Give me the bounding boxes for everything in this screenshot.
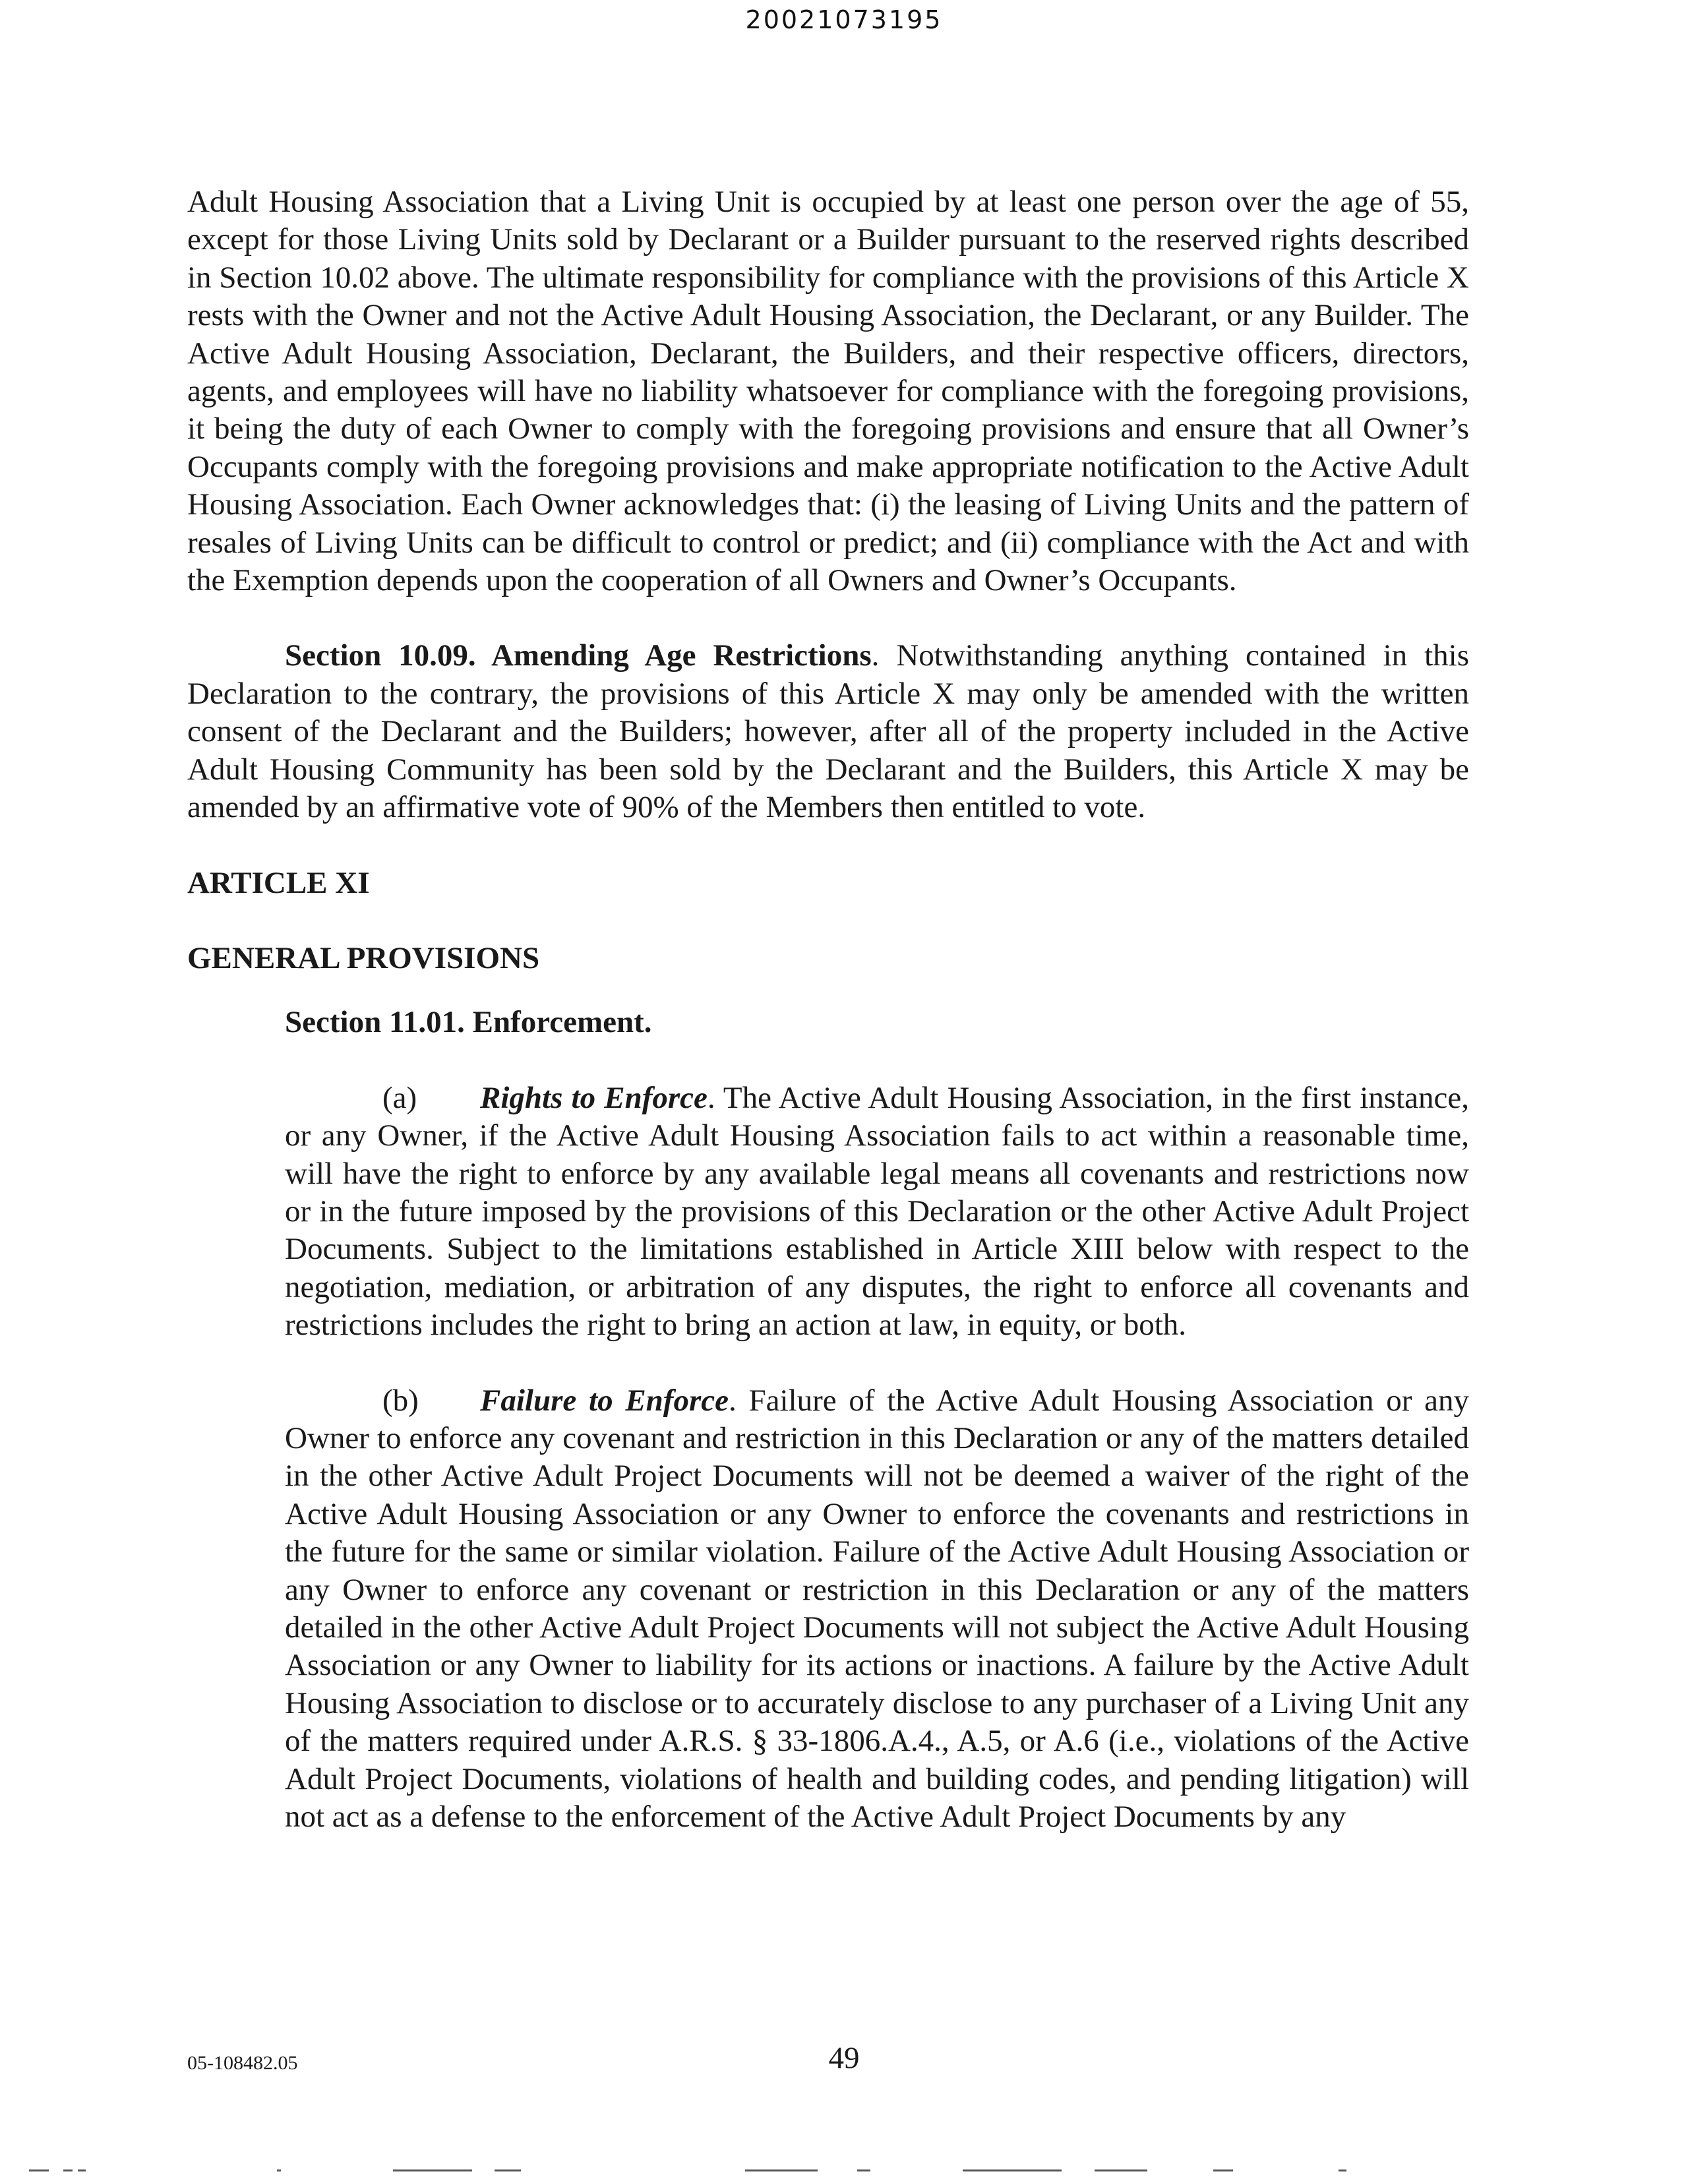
subsection-a-text: . The Active Adult Housing Association, in the first instance, or any Owner, if the Active Adult Housing Association fails to act within a reasonable time, will have the right to enforce by any available legal means all covenants and restrictions now or in the future imposed by the provisions of this Declaration or the other Active Adult Project Documents. Subject to the limitations established in Article XIII below with respect to the negotiation, mediation, or arbitration of any disputes, the right to enforce all covenants and restrictions includes the right to bring an action at law, in equity, or both. [285,1080,1469,1343]
subsection-b-title: Failure to Enforce [480,1383,729,1418]
article-title: GENERAL PROVISIONS [187,940,540,975]
subsection-b-text: . Failure of the Active Adult Housing Association or any Owner to enforce any covenant and restriction in this Declaration or any of the matters detailed in the other Active Adult Project Documents will not be deemed a waiver of the right of the Active Adult Housing Association or any Owner to enforce the covenants and restrictions in the future for the same or similar violation. Failure of the Active Adult Housing Association or any Owner to enforce any covenant or restriction in this Declaration or any of the matters detailed in the other Active Adult Project Documents will not subject the Active Adult Housing Association or any Owner to liability for its actions or inactions. A failure by the Active Adult Housing Association to disclose or to accurately disclose to any purchaser of a Living Unit any of the matters required under A.R.S. § 33-1806.A.4., A.5, or A.6 (i.e., violations of the Active Adult Project Documents, violations of health and building codes, and pending litigation) will not act as a defense to the enforcement of the Active Adult Project Documents by any [285,1383,1470,1835]
section-10-09-paragraph [187,637,1469,826]
page-number: 49 [828,2041,860,2075]
continuation-paragraph: Adult Housing Association that a Living Unit is occupied by at least one person over the age of 55, except for those Living Units sold by Declarant or a Builder pursuant to the reserved rights described in Section 10.02 above. The ultimate responsibility for compliance with the provisions of this Article X rests with the Owner and not the Active Adult Housing Association, the Declarant, or any Builder. The Active Adult Housing Association, Declarant, the Builders, and their respective officers, directors, agents, and employees will have no liability whatsoever for compliance with the foregoing provisions, it being the duty of each Owner to comply with the foregoing provisions and ensure that all Owner’s Occupants comply with the foregoing provisions and make appropriate notification to the Active Adult Housing Association. Each Owner acknowledges that: (i) the leasing of Living Units and the pattern of resales of Living Units can be difficult to control or predict; and (ii) compliance with the Act and with the Exemption depends upon the cooperation of all Owners and Owner’s Occupants. [187,185,1469,598]
document-code: 05-108482.05 [187,2052,298,2074]
section-11-01-heading: Section 11.01. Enforcement. [285,1005,652,1040]
subsection-a-paragraph [187,1079,1469,1345]
subsection-b-letter: (b) [382,1383,419,1418]
article-heading: ARTICLE XI [187,865,370,900]
subsection-b-paragraph [187,1382,1469,1836]
section-10-09-heading: Section 10.09. Amending Age Restrictions [285,638,872,673]
scan-artifact-marks [0,2169,1688,2176]
subsection-a-letter: (a) [382,1080,417,1115]
recording-number: 20021073195 [745,5,943,34]
section-10-09-text: . Notwithstanding anything contained in this Declaration to the contrary, the provisions of this Article X may only be amended with the written consent of the Declarant and the Builders; however, after all of the property included in the Active Adult Housing Community has been sold by the Declarant and the Builders, this Article X may be amended by an affirmative vote of 90% of the Members then entitled to vote. [187,638,1470,825]
subsection-a-title: Rights to Enforce [480,1080,708,1115]
document-body [187,183,1469,1836]
